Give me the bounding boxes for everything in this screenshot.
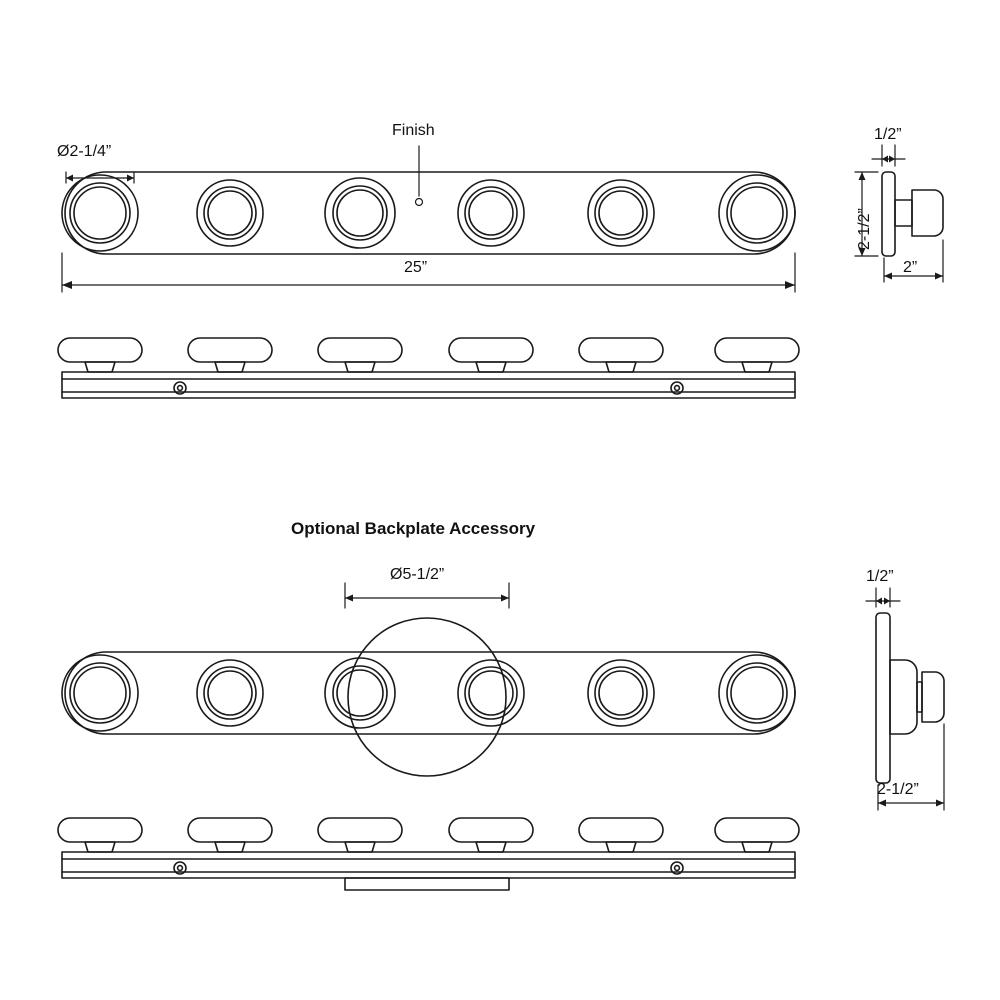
lamp-opening [197, 660, 263, 726]
lamp-opening [62, 655, 138, 731]
lamp-opening [719, 175, 795, 251]
bottom-view-top [58, 338, 799, 398]
lamp-opening [458, 660, 524, 726]
lamp-opening [325, 178, 395, 248]
finish-leader [416, 146, 423, 206]
lamp-diameter-dimension [66, 172, 134, 183]
backplate-side-width-label: 2-1/2” [877, 781, 919, 798]
backplate-title: Optional Backplate Accessory [291, 519, 536, 538]
side-height-label: 2-1/2” [856, 208, 873, 250]
lamp-opening [62, 175, 138, 251]
lamp-opening [588, 660, 654, 726]
lamp-opening [197, 180, 263, 246]
finish-label: Finish [392, 122, 435, 139]
lamp-opening [325, 658, 395, 728]
front-view-backplate [62, 618, 795, 776]
lamp-opening [719, 655, 795, 731]
side-width-label: 2” [903, 259, 918, 276]
backplate-diameter-label: Ø5-1/2” [390, 566, 445, 583]
backplate-side-depth-label: 1/2” [866, 568, 894, 585]
lamp-opening [458, 180, 524, 246]
side-depth-label: 1/2” [874, 126, 902, 143]
lamp-diameter-label: Ø2-1/4” [57, 143, 112, 160]
overall-length-label: 25” [404, 259, 428, 276]
backplate-diameter-dimension [345, 583, 509, 608]
backplate-circle [348, 618, 506, 776]
side-view-backplate [866, 588, 944, 810]
overall-length-dimension [62, 253, 795, 292]
front-view-top [62, 172, 795, 254]
lamp-opening [588, 180, 654, 246]
bottom-view-backplate [58, 818, 799, 890]
